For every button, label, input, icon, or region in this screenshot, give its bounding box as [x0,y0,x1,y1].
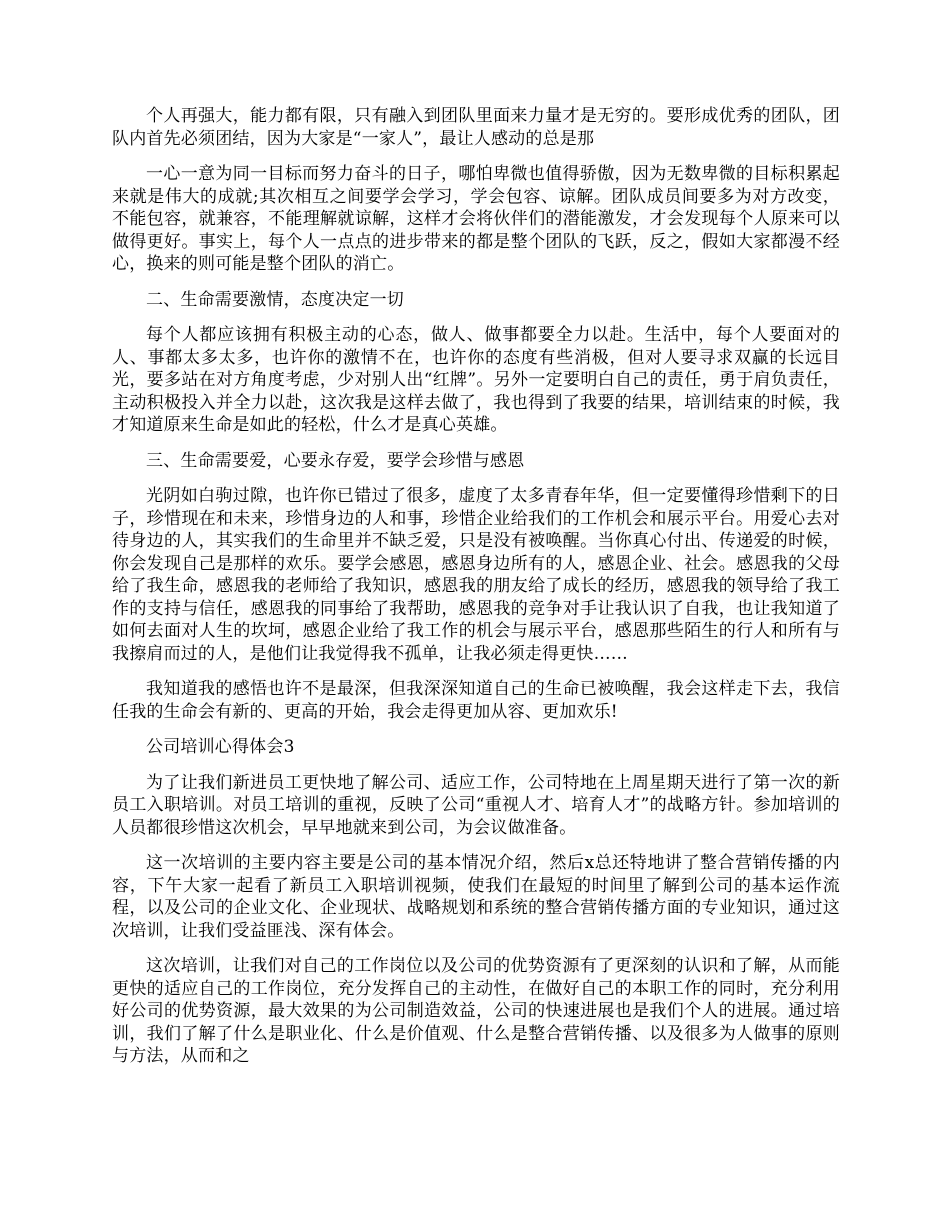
paragraph-awakened-life: 我知道我的感悟也许不是最深，但我深深知道自己的生命已被唤醒，我会这样走下去，我信任我的生命会有新的、更高的开始，我会走得更加从容、更加欢乐! [112,679,840,722]
paragraph-onboarding-training: 为了让我们新进员工更快地了解公司、适应工作，公司特地在上周星期天进行了第一次的新员工入职培训。对员工培训的重视，反映了公司“重视人才、培育人才”的战略方针。参加培训的人员都很珍惜这次机会，早早地就来到公司，为会议做准备。 [112,772,840,838]
paragraph-team-unity: 一心一意为同一目标而努力奋斗的日子，哪怕卑微也值得骄傲，因为无数卑微的目标积累起来就是伟大的成就;其次相互之间要学会学习，学会包容、谅解。团队成员间要多为对方改变，不能包容，就兼容，不能理解就谅解，这样才会将伙伴们的潜能激发，才会发现每个人原来可以做得更好。事实上，每个人一点点的进步带来的都是整个团队的飞跃，反之，假如大家都漫不经心，换来的则可能是整个团队的消亡。 [112,164,840,274]
paragraph-positive-attitude: 每个人都应该拥有积极主动的心态，做人、做事都要全力以赴。生活中，每个人要面对的人、事都太多太多，也许你的激情不在，也许你的态度有些消极，但对人要寻求双赢的长远目光，要多站在对方角度考虑，少对别人出“红牌”。另外一定要明白自己的责任，勇于肩负责任，主动积极投入并全力以赴，这次我是这样去做了，我也得到了我要的结果，培训结束的时候，我才知道原来生命是如此的轻松，什么才是真心英雄。 [112,325,840,435]
section-heading-passion: 二、生命需要激情，态度决定一切 [146,289,404,310]
paragraph-training-benefits: 这次培训，让我们对自己的工作岗位以及公司的优势资源有了更深刻的认识和了解，从而能更快的适应自己的工作岗位，充分发挥自己的主动性，在做好自己的本职工作的同时，充分利用好公司的优势资源，最大效果的为公司制造效益，公司的快速进展也是我们个人的进展。通过培训，我们了解了什么是职业化、什么是价值观、什么是整合营销传播、以及很多为人做事的原则与方法，从而和之 [112,956,840,1066]
section-heading-love-gratitude: 三、生命需要爱，心要永存爱，要学会珍惜与感恩 [146,450,525,471]
paragraph-cherish-gratitude: 光阴如白驹过隙，也许你已错过了很多，虚度了太多青春年华，但一定要懂得珍惜剩下的日子，珍惜现在和未来，珍惜身边的人和事，珍惜企业给我们的工作机会和展示平台。用爱心去对待身边的人，其实我们的生命里并不缺乏爱，只是没有被唤醒。当你真心付出、传递爱的时候，你会发现自己是那样的欢乐。要学会感恩，感恩身边所有的人，感恩企业、社会。感恩我的父母给了我生命，感恩我的老师给了我知识，感恩我的朋友给了成长的经历，感恩我的领导给了我工作的支持与信任，感恩我的同事给了我帮助，感恩我的竞争对手让我认识了自我，也让我知道了如何去面对人生的坎坷，感恩企业给了我工作的机会与展示平台，感恩那些陌生的行人和所有与我擦肩而过的人，是他们让我觉得我不孤单，让我必须走得更快…… [112,486,840,664]
document-page [112,105,840,1081]
paragraph-team-strength: 个人再强大，能力都有限，只有融入到团队里面来力量才是无穷的。要形成优秀的团队，团队内首先必须团结，因为大家是“一家人”，最让人感动的总是那 [112,106,840,149]
article-title-training-3: 公司培训心得体会3 [146,737,295,757]
paragraph-training-content: 这一次培训的主要内容主要是公司的基本情况介绍，然后x总还特地讲了整合营销传播的内容，下午大家一起看了新员工入职培训视频，使我们在最短的时间里了解到公司的基本运作流程，以及公司的企业文化、企业现状、战略规划和系统的整合营销传播方面的专业知识，通过这次培训，让我们受益匪浅、深有体会。 [112,853,840,941]
